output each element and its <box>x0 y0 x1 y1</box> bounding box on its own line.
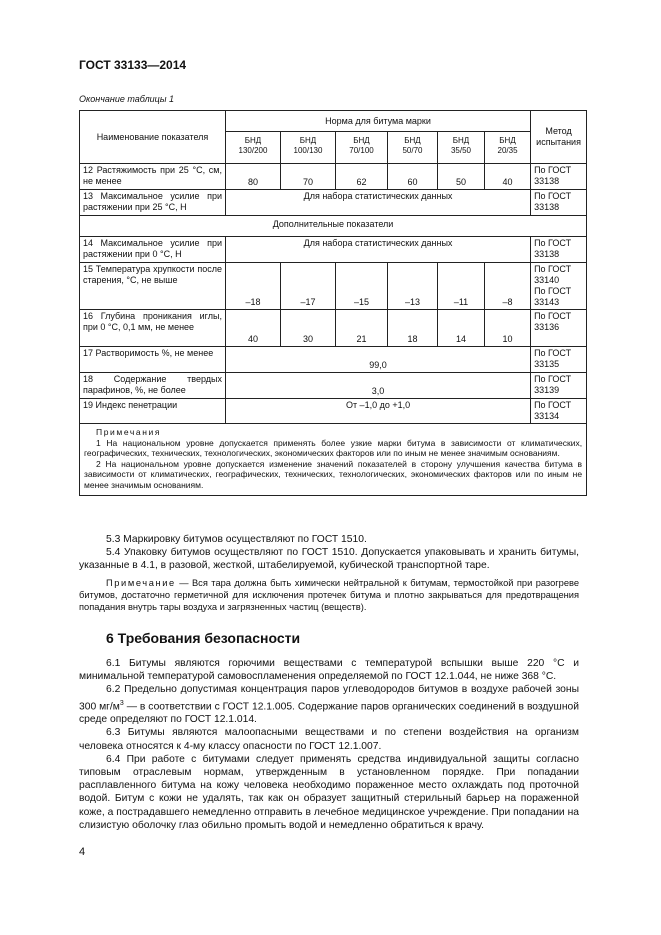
cell-method: По ГОСТ 33135 <box>531 347 587 373</box>
cell-value: –17 <box>281 263 336 310</box>
grade-2: БНД 100/130 <box>281 132 336 164</box>
table-row <box>80 263 587 310</box>
col-norm-header: Норма для битума марки <box>226 111 531 132</box>
cell-value: –13 <box>388 263 438 310</box>
cell-method: По ГОСТ 33134 <box>531 399 587 424</box>
grade-6: БНД 20/35 <box>485 132 531 164</box>
cell-value: –8 <box>485 263 531 310</box>
grade-4: БНД 50/70 <box>388 132 438 164</box>
table-row <box>80 310 587 347</box>
cell-value: 50 <box>438 164 485 190</box>
cell-value: 18 <box>388 310 438 347</box>
cell-value: 40 <box>485 164 531 190</box>
cell-method: По ГОСТ 33140 По ГОСТ 33143 <box>531 263 587 310</box>
cell-value: 40 <box>226 310 281 347</box>
cell-value: 99,0 <box>226 347 531 373</box>
paragraph-6-1: 6.1 Битумы являются горючими веществами с температурой вспышки выше 220 °С и минимальной температурой самовоспламенения определяемой по ГОСТ 12.1.044, не ниже 368 °С. <box>79 658 579 683</box>
cell-value: 3,0 <box>226 373 531 399</box>
paragraph-5-3: 5.3 Маркировку битумов осуществляют по ГОСТ 1510. <box>106 534 367 545</box>
paragraph-6-4: 6.4 При работе с битумами следует применять средства индивидуальной защиты согласно типовым отраслевым нормам, утвержденным в установленном порядке. При попадании расплавленного битума на кожу человека необходимо пораженное место охлаждать под проточной водой. Битум с кожи не удалять, так как он образует защитный стерильный барьер на пораженной коже, а пострадавшего немедленно отправить в лечебное медицинское учреждение. При попадании на слизистую оболочку глаз обильно промыть водой и немедленно обратиться к врачу. <box>79 753 579 831</box>
row-name: 14 Максимальное усилие при растяжении при 0 °С, Н <box>80 237 226 263</box>
row-name: 17 Растворимость %, не менее <box>80 347 226 373</box>
row-name: 16 Глубина проникания иглы, при 0 °С, 0,1 мм, не менее <box>80 310 226 347</box>
section-title: Дополнительные показатели <box>80 216 587 237</box>
table-row <box>80 164 587 190</box>
cell-value: –11 <box>438 263 485 310</box>
cell-value: –18 <box>226 263 281 310</box>
col-method-header: Метод испытания <box>531 111 587 164</box>
cell-method: По ГОСТ 33139 <box>531 373 587 399</box>
cell-method: По ГОСТ 33138 <box>531 164 587 190</box>
row-name: 18 Содержание твердых парафинов, %, не более <box>80 373 226 399</box>
notes-row <box>80 424 587 496</box>
cell-value: 14 <box>438 310 485 347</box>
cell-value: 10 <box>485 310 531 347</box>
table-row <box>80 347 587 373</box>
page-number: 4 <box>79 846 86 858</box>
table-header-row <box>80 111 587 132</box>
table-caption: Окончание таблицы 1 <box>79 94 174 104</box>
safety-section <box>79 657 579 832</box>
table-notes <box>80 424 587 496</box>
cell-value: 21 <box>336 310 388 347</box>
grade-1: БНД 130/200 <box>226 132 281 164</box>
col-name-header: Наименование показателя <box>80 111 226 164</box>
note-text: — Вся тара должна быть химически нейтральной к битумам, термостойкой при разогреве битумов, достаточно герметичной для исключения протечек битума и плотно закрываться для предотвращения попадания внутрь тары воздуха и загрязненных частиц (веществ). <box>79 578 579 612</box>
cell-value: 30 <box>281 310 336 347</box>
cell-value: –15 <box>336 263 388 310</box>
paragraph-6-3: 6.3 Битумы являются малоопасными веществами и по степени воздействия на организм человека относятся к 4-му классу опасности по ГОСТ 12.1.007. <box>79 727 579 752</box>
cell-value: 80 <box>226 164 281 190</box>
row-name: 13 Максимальное усилие при растяжении при 25 °С, Н <box>80 190 226 216</box>
grade-3: БНД 70/100 <box>336 132 388 164</box>
table-row <box>80 373 587 399</box>
section-row <box>80 216 587 237</box>
cell-value: Для набора статистических данных <box>226 190 531 216</box>
row-name: 15 Температура хрупкости после старения, °С, не выше <box>80 263 226 310</box>
note-label: Примечание <box>106 578 176 588</box>
cell-method: По ГОСТ 33138 <box>531 237 587 263</box>
cell-value: 60 <box>388 164 438 190</box>
table-row <box>80 190 587 216</box>
paragraph-6-2: 6.2 Предельно допустимая концентрация паров углеводородов битумов в воздухе рабочей зоны 300 $мг/м^3$ — в соответствии с ГОСТ 12.1.005. Содержание паров органических соединений в воздушной среде определяют по ГОСТ 12.1.014. <box>79 684 579 726</box>
cell-value: От –1,0 до +1,0 <box>226 399 531 424</box>
cell-value: Для набора статистических данных <box>226 237 531 263</box>
specs-table <box>79 110 587 496</box>
cell-value: 62 <box>336 164 388 190</box>
grade-5: БНД 35/50 <box>438 132 485 164</box>
packaging-note <box>79 577 579 613</box>
section-6-title: 6 Требования безопасности <box>106 630 301 646</box>
note-2: 2 На национальном уровне допускается изменение значений показателей в сторону улучшения качества битума в зависимости от климатических, географических, технических, технологических, экономических факторов или по иным не менее значимым основаниям. <box>84 458 583 490</box>
table-row <box>80 237 587 263</box>
document-code: ГОСТ 33133—2014 <box>79 58 187 72</box>
note-1: 1 На национальном уровне допускается применять более узкие марки битума в зависимости от климатических, географических, технических, технологических, экономических факторов или по иным не менее значимым основаниям. <box>84 437 583 458</box>
cell-value: 70 <box>281 164 336 190</box>
packaging-section <box>79 533 579 573</box>
paragraph-5-4: 5.4 Упаковку битумов осуществляют по ГОСТ 1510. Допускается упаковывать и хранить битумы, указанные в 4.1, в разовой, жесткой, штабелируемой, кубической транспортной таре. <box>79 547 579 572</box>
notes-title: Примечания <box>96 427 162 437</box>
cell-method: По ГОСТ 33136 <box>531 310 587 347</box>
table-row <box>80 399 587 424</box>
row-name: 12 Растяжимость при 25 °С, см, не менее <box>80 164 226 190</box>
cell-method: По ГОСТ 33138 <box>531 190 587 216</box>
row-name: 19 Индекс пенетрации <box>80 399 226 424</box>
